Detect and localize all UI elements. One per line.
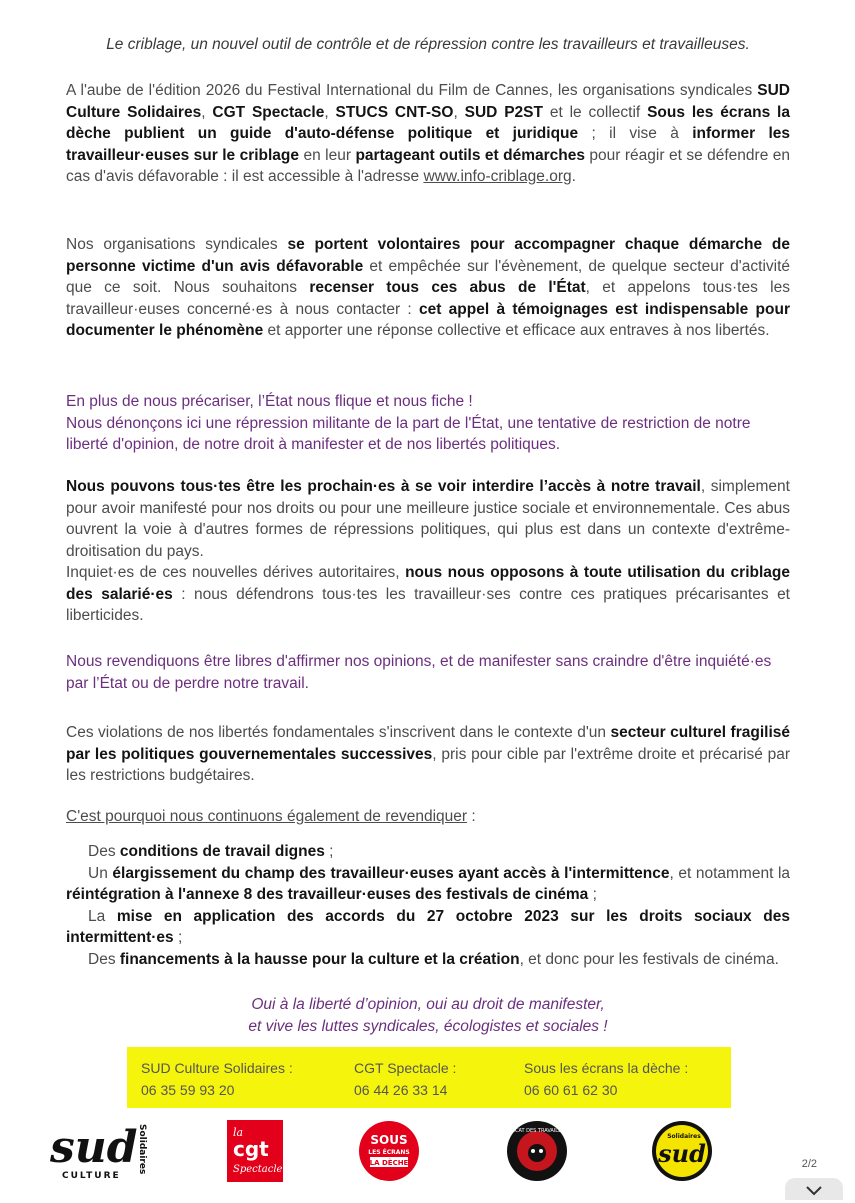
emphasis: Nous pouvons tous·tes être les prochain·es à se voir interdire l’accès à notre travail	[66, 478, 701, 495]
warning-paragraph	[66, 476, 790, 627]
demands-list	[66, 841, 790, 970]
closing-slogan	[66, 994, 790, 1038]
demands-intro-text: C'est pourquoi nous continuons également de revendiquer	[66, 808, 468, 825]
info-criblage-link[interactable]: www.info-criblage.org	[423, 168, 572, 185]
syndicat-logo	[499, 1120, 575, 1180]
emphasis: secteur culturel fragilisé par les politiques gouvernementales successives	[66, 724, 790, 763]
sud-solidaires-logo	[651, 1120, 713, 1180]
logo-text: LA DÈCHE	[369, 1159, 409, 1167]
contact-phone: 06 60 61 62 30	[524, 1082, 618, 1098]
contact-phone: 06 44 26 33 14	[354, 1082, 448, 1098]
emphasis: nous nous opposons à toute utilisation du criblage des salarié·es	[66, 564, 790, 603]
context-paragraph	[66, 722, 790, 787]
warning-part-2	[66, 562, 790, 627]
logo-text: cgt	[233, 1137, 269, 1161]
intro-paragraph	[66, 80, 790, 188]
demand-item: Un élargissement du champ des travailleur·euses ayant accès à l'intermittence, et notamment la réintégration à l'annexe 8 des travailleur·euses des festivals de cinéma ;	[66, 864, 791, 903]
demands-intro	[66, 806, 790, 828]
denunciation-text: Nous dénonçons ici une répression militante de la part de l'État, une tentative de restriction de notre liberté d'opinion, de notre droit à manifester et de nos libertés politiques.	[66, 414, 751, 453]
text: Ces violations de nos libertés fondamentales s'inscrivent dans le contexte d'un	[66, 724, 611, 741]
text: ; il vise à	[578, 125, 693, 142]
emphasis: cet appel à témoignages est indispensable pour documenter le phénomène	[66, 300, 790, 339]
page-number: 2/2	[801, 1158, 817, 1170]
text: ,	[453, 103, 465, 121]
text: et le collectif	[542, 103, 648, 121]
contact-cgt-spectacle	[354, 1057, 456, 1101]
logo-text: Solidaires	[137, 1124, 147, 1175]
warning-part-1	[66, 476, 790, 562]
text: , pris pour cible par l'extrême droite et précarisé par les restrictions budgétaires.	[66, 745, 790, 784]
emphasis: informer les travailleur·euses sur le criblage	[66, 125, 790, 164]
text: Nos organisations syndicales	[66, 236, 288, 253]
emphasis: se portent volontaires pour accompagner chaque démarche de personne victime d'un avis défavorable	[66, 236, 790, 275]
chevron-down-icon	[804, 1184, 824, 1198]
text: : nous défendrons tous·tes les travailleur·ses contre ces pratiques précarisantes et liberticides.	[66, 585, 790, 624]
text: en leur	[299, 146, 356, 164]
logo-text: SOUS	[370, 1133, 408, 1147]
text: , simplement pour avoir manifesté pour nos droits ou pour une meilleure justice sociale et environnementale. Ces abus ouvrent la voie à d'autres formes de répressions politiques, qui plus est dans un contexte d'extrême-droitisation du pays.	[66, 478, 790, 560]
denunciation-paragraph	[66, 391, 790, 456]
contact-name: SUD Culture Solidaires :	[141, 1060, 293, 1076]
contact-name: Sous les écrans la dèche :	[524, 1060, 689, 1076]
text: et apporter une réponse collective et efficace aux entraves à nos libertés.	[263, 322, 770, 339]
logo-text: Solidaires	[667, 1133, 701, 1140]
logo-text: sud	[658, 1139, 706, 1168]
contact-sud-culture	[141, 1057, 293, 1101]
contact-sous-les-ecrans	[524, 1057, 688, 1101]
denunciation-headline: En plus de nous précariser, l’État nous flique et nous fiche !	[66, 393, 473, 410]
contacts-box	[127, 1047, 731, 1108]
sous-les-ecrans-logo	[358, 1120, 420, 1180]
slogan-line: et vive les luttes syndicales, écologistes et sociales !	[248, 1018, 608, 1035]
text: ,	[201, 103, 213, 121]
demand-item: Des conditions de travail dignes ;	[88, 843, 334, 860]
logo-text: LES ÉCRANS	[368, 1149, 410, 1156]
demand-item: Des financements à la hausse pour la culture et la création, et donc pour les festivals de cinéma.	[88, 950, 779, 968]
contact-phone: 06 35 59 93 20	[141, 1082, 235, 1098]
logo-text: sud	[50, 1122, 138, 1173]
org-cgt-spectacle: CGT Spectacle	[212, 103, 325, 121]
text: Inquiet·es de ces nouvelles dérives autoritaires,	[66, 564, 406, 581]
text: :	[467, 808, 476, 825]
claim-paragraph: Nous revendiquons être libres d'affirmer nos opinions, et de manifester sans craindre d'être inquiété·es par l’État ou de perdre notre travail.	[66, 653, 772, 692]
cgt-spectacle-logo	[227, 1120, 283, 1180]
sud-culture-logo	[48, 1120, 148, 1180]
logo-text: SYNDICAT DES TRAVAILLEURS	[499, 1128, 575, 1134]
demand-item: La mise en application des accords du 27 octobre 2023 sur les droits sociaux des intermittent·es ;	[66, 907, 790, 946]
guide-announcement: Sous les écrans la dèche publient un guide d'auto-défense politique et juridique	[66, 103, 790, 142]
text: .	[571, 168, 576, 185]
text: , et appelons tous·tes les travailleur·euses concerné·es à nous contacter :	[66, 279, 790, 318]
logo-text: CULTURE	[62, 1171, 121, 1181]
logo-text: Spectacle	[233, 1164, 283, 1175]
document-subtitle: Le criblage, un nouvel outil de contrôle et de répression contre les travailleurs et travailleuses.	[106, 36, 750, 53]
org-stucs: STUCS CNT-SO	[335, 103, 454, 121]
text: pour réagir et se défendre en cas d'avis défavorable : il est accessible à l'adresse	[66, 146, 791, 185]
text: et empêchée sur l'évènement, de quelque secteur d'activité que ce soit. Nous souhaitons	[66, 257, 791, 296]
text: A l'aube de l'édition 2026 du Festival International du Film de Cannes, les organisations syndicales	[66, 82, 758, 99]
emphasis: partageant outils et démarches	[355, 146, 585, 164]
text: ,	[324, 103, 336, 121]
support-paragraph	[66, 234, 790, 342]
logo-text: la	[233, 1126, 244, 1139]
contact-name: CGT Spectacle :	[354, 1060, 457, 1076]
emphasis: recenser tous ces abus de l'État	[309, 279, 586, 296]
scroll-down-button[interactable]	[785, 1178, 843, 1200]
slogan-line: Oui à la liberté d’opinion, oui au droit de manifester,	[251, 996, 605, 1013]
org-sud-culture: SUD Culture Solidaires	[66, 82, 790, 121]
org-sud-p2st: SUD P2ST	[464, 103, 543, 121]
